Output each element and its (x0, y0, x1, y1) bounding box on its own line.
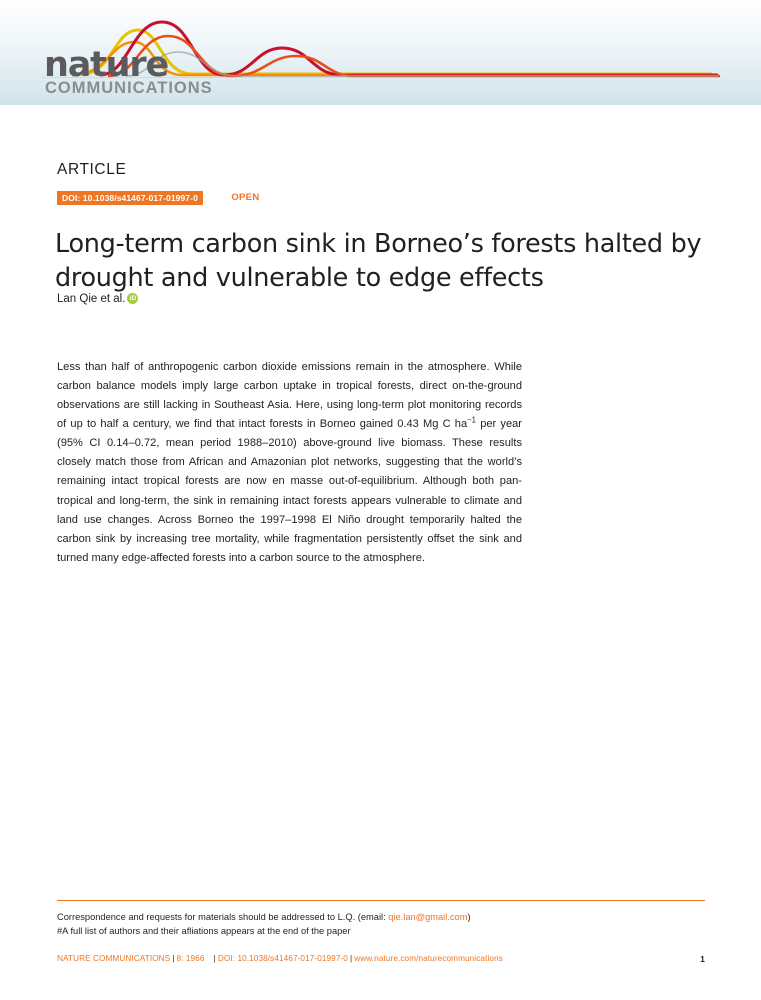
footer-url[interactable]: www.nature.com/naturecommunications (354, 954, 503, 963)
article-type-label: ARTICLE (57, 161, 127, 178)
orcid-icon[interactable] (127, 293, 138, 304)
footer-bar-wrap: NATURE COMMUNICATIONS | 8: 1966 | DOI: 10.1038/s41467-017-01997-0 | www.nature.com/naturecommunications 1 (57, 954, 705, 964)
open-access-label: OPEN (231, 192, 260, 204)
abstract-text (57, 358, 522, 568)
journal-logo-nature: nature (44, 45, 168, 85)
correspondence-prefix: Correspondence and requests for materials should be addressed to L.Q. (email: (57, 912, 389, 922)
doi-badge[interactable]: DOI: 10.1038/s41467-017-01997-0 (57, 191, 203, 206)
doi-row (57, 189, 259, 204)
correspondence-note (57, 910, 705, 939)
abstract-part-2: per year (95% CI 0.14–0.72, mean period 1988–2010) above-ground live biomass. These results closely match those from African and Amazonian plot networks, suggesting that the world’s remaining intact tropical forests are now en masse out-of-equilibrium. Although both pan-tropical and long-term, the sink in remaining intact forests appears vulnerable to climate and land use changes. Across Borneo the 1997–1998 El Niño drought temporarily halted the carbon sink by increasing tree mortality, while fragmentation persistently offset the sink and turned many edge-affected forests into a carbon source to the atmosphere. (57, 418, 522, 564)
page-footer (57, 954, 705, 963)
correspondence-line (57, 910, 705, 924)
footer-volume: 8: 1966 (176, 954, 205, 963)
journal-logo-communications: COMMUNICATIONS (45, 79, 213, 97)
page-title: Long-term carbon sink in Borneo’s forests halted by drought and vulnerable to edge effects (55, 229, 702, 293)
abstract-superscript: −1 (467, 415, 477, 425)
correspondence-email-link[interactable]: qie.lan@gmail.com (388, 912, 468, 922)
masthead-inner (42, 18, 722, 98)
footer-doi: DOI: 10.1038/s41467-017-01997-0 (217, 954, 348, 963)
footer-divider (57, 900, 705, 901)
author-names: Lan Qie et al. (57, 293, 126, 305)
author-line (57, 291, 138, 305)
page-number: 1 (700, 954, 705, 964)
journal-masthead (0, 0, 761, 105)
abstract-part-1: Less than half of anthropogenic carbon dioxide emissions remain in the atmosphere. While carbon balance models imply large carbon uptake in tropical forests, direct on-the-ground observations are still lacking in Southeast Asia. Here, using long-term plot monitoring records of up to half a century, we find that intact forests in Borneo gained 0.43 Mg C ha (57, 361, 522, 431)
correspondence-suffix: ) (467, 912, 471, 922)
author-list-note: #A full list of authors and their afliations appears at the end of the paper (57, 926, 351, 937)
footer-journal-name: NATURE COMMUNICATIONS (57, 954, 171, 963)
